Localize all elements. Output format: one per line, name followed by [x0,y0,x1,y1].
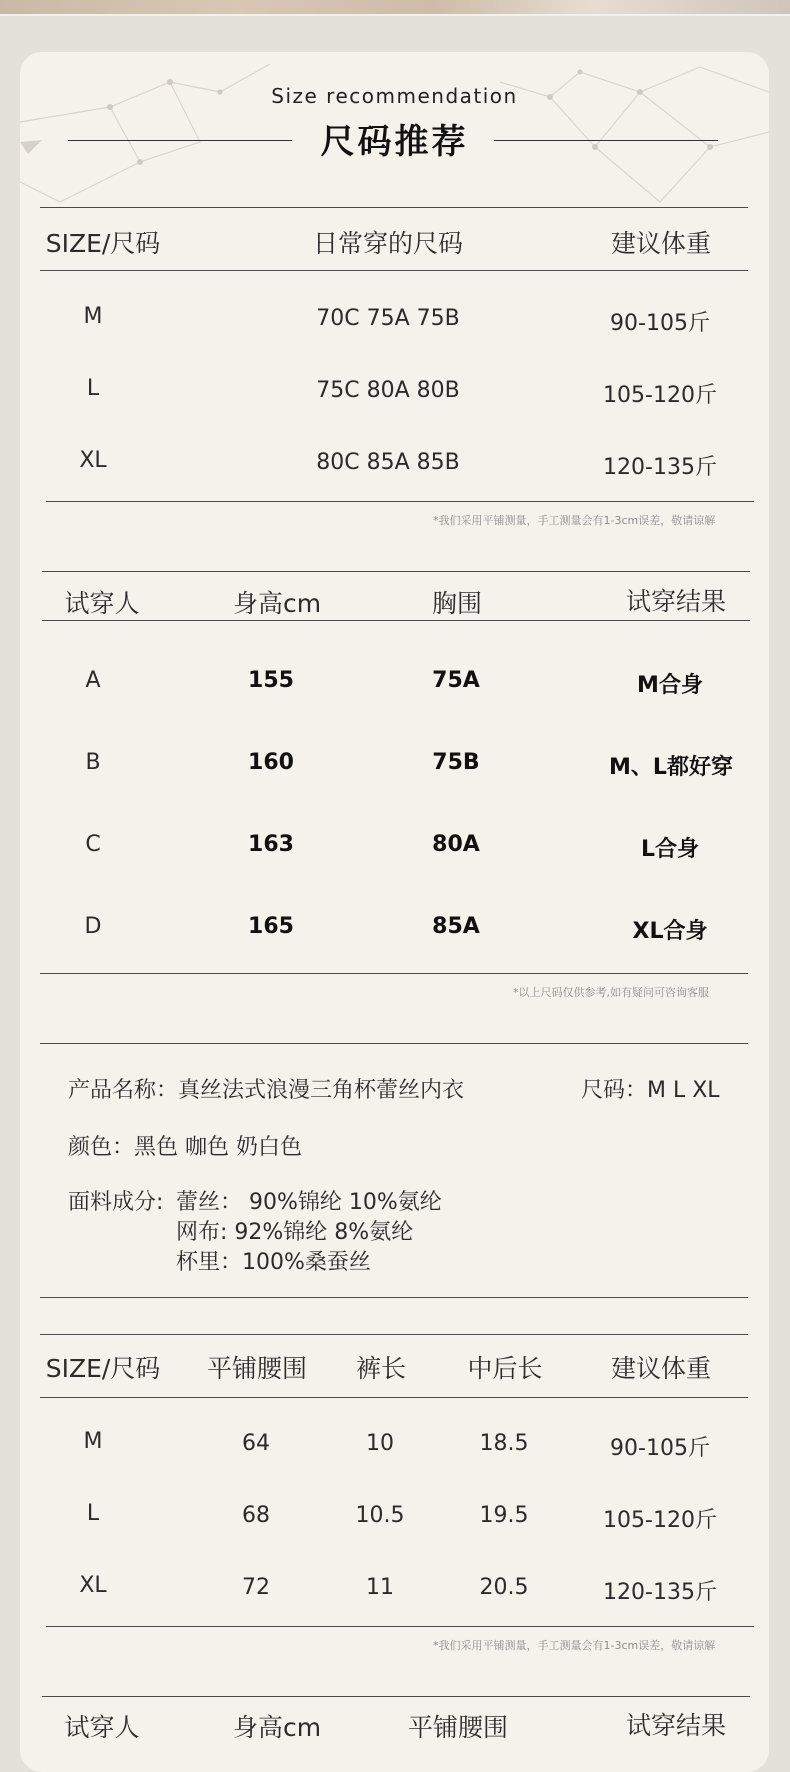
table3-cell: 18.5 [479,1431,529,1456]
product-color: 颜色：黑色 咖色 奶白色 [68,1135,302,1160]
table2-cell: M、L都好穿 [609,755,733,780]
table4-header-height: 身高cm [232,1713,322,1742]
product-bottom-rule [40,1297,748,1298]
table2-bottom-rule [40,973,748,974]
table3-cell: 72 [242,1575,270,1600]
measurement-note: *我们采用平铺测量，手工测量会有1-3cm误差，敬请谅解 [433,1639,716,1652]
table3-cell: 11 [366,1575,394,1600]
table3-cell: L [86,1501,100,1526]
table2-cell: D [84,914,102,939]
table4-header-tester: 试穿人 [64,1713,140,1742]
table2-cell: 165 [248,914,294,939]
table1-cell: 90-105斤 [610,311,710,336]
page-title: 尺码推荐 [320,122,469,162]
table1-cell: 80C 85A 85B [316,450,460,475]
product-top-rule [40,1043,748,1044]
size-card [20,52,769,1772]
table2-top-rule [42,571,750,572]
table3-cell: M [83,1429,103,1454]
fabric-line: 蕾丝： 90%锦纶 10%氨纶 [176,1190,442,1215]
top-divider [0,14,790,16]
table4-header-result: 试穿结果 [625,1711,727,1740]
table3-top-rule [40,1334,748,1335]
table2-cell: 75B [432,750,480,775]
table1-cell: 75C 80A 80B [316,378,460,403]
table1-cell: 120-135斤 [603,455,717,480]
table1-cell: 70C 75A 75B [316,306,460,331]
table2-cell: 85A [432,914,480,939]
product-size: 尺码：M L XL [581,1078,720,1103]
table1-header-daily-size: 日常穿的尺码 [312,229,464,258]
table2-cell: 75A [432,668,480,693]
product-name: 产品名称：真丝法式浪漫三角杯蕾丝内衣 [68,1078,465,1103]
table1-header-rule [40,270,748,271]
table3-header-waist: 平铺腰围 [206,1354,308,1383]
table1-header-size: SIZE/尺码 [45,229,161,258]
top-photo-strip [0,0,790,14]
table3-cell: 64 [242,1431,270,1456]
table2-cell: 80A [432,832,480,857]
table2-cell: 155 [248,668,294,693]
table3-cell: XL [79,1573,107,1598]
reference-note: *以上尺码仅供参考,如有疑问可咨询客服 [513,986,709,999]
table2-cell: B [85,750,101,775]
english-title: Size recommendation [271,84,518,108]
table2-cell: C [85,832,101,857]
table4-top-rule [42,1696,750,1697]
table2-header-height: 身高cm [232,589,322,618]
fabric-label: 面料成分: [68,1190,164,1215]
table3-header-weight: 建议体重 [610,1354,712,1383]
table1-top-rule [40,207,748,208]
table2-cell: A [85,668,101,693]
table3-cell: 90-105斤 [610,1436,710,1461]
table2-cell: 160 [248,750,294,775]
table1-cell: XL [79,448,107,473]
table1-header-weight: 建议体重 [610,229,712,258]
table3-cell: 120-135斤 [603,1580,717,1605]
table3-bottom-rule [46,1626,754,1627]
table3-cell: 20.5 [479,1575,529,1600]
fabric-line: 杯里：100%桑蚕丝 [176,1250,371,1275]
table2-header-result: 试穿结果 [625,587,727,616]
table2-cell: M合身 [637,673,703,698]
table1-bottom-rule [46,501,754,502]
table3-cell: 10 [366,1431,394,1456]
table2-cell: L合身 [640,837,700,862]
table1-cell: M [83,304,103,329]
table2-header-rule [42,620,750,621]
table3-cell: 10.5 [355,1503,405,1528]
table4-header-waist: 平铺腰围 [407,1713,509,1742]
table3-header-length: 裤长 [355,1354,407,1383]
table3-cell: 105-120斤 [603,1508,717,1533]
table2-header-bust: 胸围 [431,589,483,618]
table2-header-tester: 试穿人 [64,589,140,618]
table2-cell: 163 [248,832,294,857]
table3-header-back-length: 中后长 [467,1354,543,1383]
title-line-right [494,140,718,141]
table3-cell: 19.5 [479,1503,529,1528]
table2-cell: XL合身 [632,919,708,944]
table3-cell: 68 [242,1503,270,1528]
table3-header-size: SIZE/尺码 [45,1354,161,1383]
table1-cell: 105-120斤 [603,383,717,408]
measurement-note: *我们采用平铺测量，手工测量会有1-3cm误差，敬请谅解 [433,514,716,527]
section-header [20,84,769,166]
table3-header-rule [40,1397,748,1398]
fabric-line: 网布: 92%锦纶 8%氨纶 [176,1220,414,1245]
table1-cell: L [86,376,100,401]
